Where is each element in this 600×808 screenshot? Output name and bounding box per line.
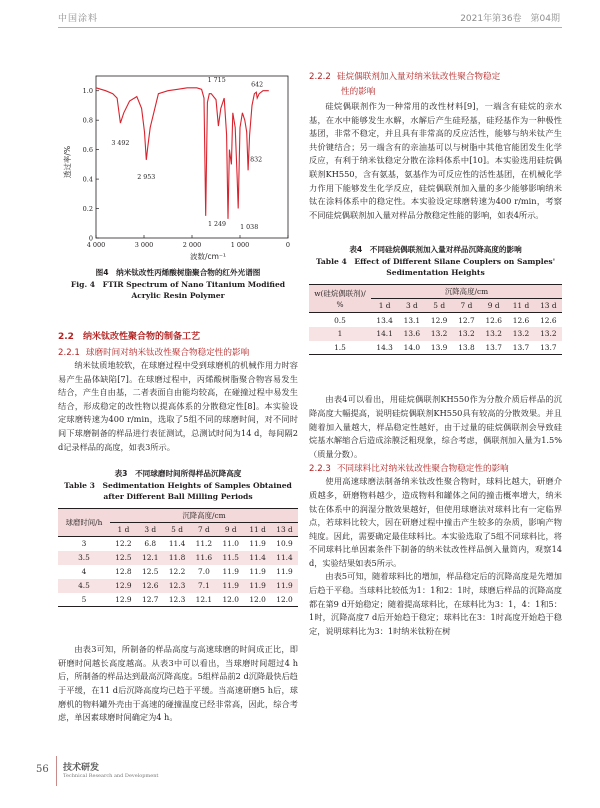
section-2-2-3-heading	[309, 462, 562, 474]
ftir-chart	[58, 62, 298, 262]
table-4-title-en-1: Table 4 Effect of Different Silane Couplers on Samples'	[315, 257, 556, 267]
issue-info: 2021年第36卷 第04期	[460, 14, 560, 24]
table-cell: 12.7	[458, 315, 475, 325]
section-2-2-1-number: 2.2.1	[58, 348, 80, 358]
x-tick-label: 2 000	[182, 241, 202, 249]
table-cell: 11.9	[249, 581, 266, 591]
x-tick-label: 3 000	[134, 241, 154, 249]
table-cell: 12.6	[540, 315, 557, 325]
x-axis-label: 波数/cm⁻¹	[190, 252, 226, 261]
table-4-row-header-1: w(硅烷偶联剂)/	[314, 288, 366, 298]
table-3-title-cn: 表3 不同球磨时间所得样品沉降高度	[114, 469, 242, 479]
table-4-col-header: 13 d	[535, 299, 562, 313]
table-cell: 13.7	[480, 341, 507, 355]
table-cell: 11.2	[195, 539, 213, 549]
table-row	[58, 579, 298, 593]
table-cell: 11.4	[249, 553, 266, 563]
section-2-2-1-paragraph: 纳米钛质地较软，在球磨过程中受到球磨机的机械作用力时容易产生晶体缺陷[7]。在球磨过程中，丙烯酸树脂聚合物容易发生结合，产生自由基，二者表面自由能均较高，在碰撞过程中易发生结合，形成稳定的改性物以提高体系的分散稳定性[8]。本实验设定球磨转速为400 r/min，选取了5组不同的球磨时间，对不同时间下球磨制备的样品进行表征测试，总测试时间为14 d，每间隔2 d记录样品的高度，如表3所示。	[58, 360, 298, 452]
section-2-2-heading: 2.2 纳米钛改性聚合物的制备工艺	[58, 332, 200, 342]
x-tick-label: 4 000	[86, 241, 106, 249]
table-cell: 11.9	[222, 581, 239, 591]
peak-label: 1 038	[240, 224, 259, 232]
table-cell: 11.9	[222, 567, 239, 577]
section-2-2-1-title: 球磨时间对纳米钛改性聚合物稳定性的影响	[85, 348, 250, 358]
table-3-col-header: 13 d	[271, 523, 298, 537]
table-cell: 12.9	[430, 315, 448, 325]
page-footer	[36, 752, 236, 792]
table-3-col-header: 7 d	[190, 523, 217, 537]
table-cell: 7.1	[198, 581, 210, 591]
table-4-col-header: 3 d	[398, 299, 425, 313]
y-tick-label: 0.2	[82, 205, 93, 214]
table-cell: 12.7	[137, 593, 164, 607]
table-cell: 13.7	[507, 341, 534, 355]
section-2-2-3-paragraph-1: 使用高速球磨法制备纳米钛改性聚合物时，球料比越大，研磨介质越多，研磨物料越少，造成物料和罐体之间的撞击概率增大，纳米钛在体系中的润湿分散效果越好，但使用球磨法对球料比有一定临界点，若球料比较大，因在研磨过程中撞击产生较多的杂质，影响产物纯度。因此，需要确定最佳球料比。本实验选取了5组不同球料比，将不同球料比单因素条件下制备的纳米钛改性样品倒入量筒内，观察14 d，实验结果如表5所示。	[309, 476, 562, 568]
table-row-label: 4.5	[78, 581, 90, 591]
table-cell: 13.8	[453, 341, 480, 355]
table-cell: 12.0	[244, 593, 271, 607]
table-row	[309, 313, 562, 327]
y-tick-label: 0.8	[82, 116, 93, 125]
table-cell: 11.6	[195, 553, 213, 563]
table-cell: 12.0	[271, 593, 298, 607]
table-cell: 11.9	[249, 567, 266, 577]
table-3-col-header: 9 d	[217, 523, 244, 537]
table-cell: 14.0	[398, 341, 425, 355]
left-column	[58, 62, 298, 725]
table-cell: 12.5	[115, 553, 132, 563]
peak-label: 642	[251, 81, 264, 89]
table-3-title-en-1: Table 3 Sedimentation Heights of Samples Obtained	[64, 481, 292, 491]
section-2-2-2-number: 2.2.2	[309, 72, 331, 82]
table-cell: 12.6	[142, 581, 159, 591]
table-3-col-header: 5 d	[164, 523, 191, 537]
y-tick-label: 0	[88, 234, 93, 243]
table-cell: 11.8	[168, 553, 186, 563]
table-cell: 13.9	[426, 341, 453, 355]
right-column	[309, 70, 562, 638]
table-cell: 12.9	[110, 593, 137, 607]
table-4-discussion: 由表4可以看出，用硅烷偶联剂KH550作为分散介质后样品的沉降高度大幅提高，说明硅烷偶联剂KH550具有较高的分散效果。并且随着加入量越大，样品稳定性越好，由于过量的硅烷偶联剂会导致硅烷基水解缩合后造成涂膜泛粗现象，综合考虑，偶联剂加入量为1.5%（质量分数）。	[309, 394, 562, 459]
table-3-discussion: 由表3可知，所制备的样品高度与高速球磨的时间成正比，即研磨时间越长高度越高。从表3中可以看出，当球磨时间超过4 h后，所制备的样品达到最高沉降高度。5组样品前2 d沉降最快后趋于平缓，在11 d后沉降高度均已趋于平缓。当高速研磨5 h后，球磨机的物料罐外壳由于高速的碰撞温度已经非常高，因此，综合考虑，单因素球磨时间确定为4 h。	[58, 644, 298, 723]
section-2-2-3-paragraph-2: 由表5可知，随着球料比的增加，样品稳定后的沉降高度是先增加后趋于平稳。当球料比较低为1：1和2：1时，球磨后样品的沉降高度都在第9 d开始稳定；随着提高球料比，在球料比为3：1，4：1和5：1时，沉降高度7 d后开始趋于稳定；球料比在3：1时高度开始趋于稳定，说明球料比为3：1时纳米钛粉在树	[309, 571, 562, 636]
section-2-2-2-paragraph: 硅烷偶联剂作为一种常用的改性材料[9]，一端含有硅烷的亲水基，在水中能够发生水解，水解后产生硅羟基，硅羟基作为一种极性基团，非常不稳定，并且具有非常高的反应活性，能够与纳米钛产生共价键结合；另一端含有的亲油基可以与树脂中其他官能团发生化学反应，有利于纳米钛稳定分散在涂料体系中[10]。本实验选用硅烷偶联剂KH550，含有氨基，氨基作为可反应性的活性基团，在机械化学力作用下能够发生化学反应，硅烷偶联剂加入量的多少能够影响纳米钛在涂料体系中的稳定性。本实验设定球磨转速为400 r/min，考察不同硅烷偶联剂加入量对样品分散稳定性能的影响，如表4所示。	[309, 101, 562, 220]
table-cell: 11.9	[249, 539, 266, 549]
table-4-row-header	[309, 285, 371, 313]
table-cell: 13.1	[403, 315, 421, 325]
table-cell: 10.9	[276, 539, 293, 549]
table-row	[58, 551, 298, 565]
page-number: 56	[36, 764, 49, 775]
table-cell: 11.9	[276, 581, 293, 591]
table-row	[58, 537, 298, 551]
table-3-group-header: 沉降高度/cm	[110, 509, 298, 523]
table-cell: 6.8	[144, 539, 157, 549]
section-2-2-2-title-1: 硅烷偶联剂加入量对纳米钛改性聚合物稳定	[336, 72, 501, 82]
table-3-col-header: 11 d	[244, 523, 271, 537]
table-cell: 11.5	[222, 553, 239, 563]
peak-label: 2 953	[137, 174, 156, 182]
table-cell: 13.2	[458, 329, 475, 339]
y-tick-label: 0.6	[82, 146, 93, 155]
table-3-col-header: 1 d	[110, 523, 137, 537]
ftir-spectrum-line	[96, 88, 269, 219]
table-row-label: 3	[81, 539, 87, 549]
table-cell: 12.5	[142, 567, 159, 577]
table-row	[309, 341, 562, 355]
table-cell: 14.1	[376, 329, 393, 339]
footer-column-title-en: Technical Research and Development	[63, 773, 159, 779]
table-cell: 13.2	[485, 329, 502, 339]
x-tick-label: 0	[285, 241, 291, 249]
table-row-label: 1	[337, 329, 343, 339]
table-cell: 11.4	[168, 539, 186, 549]
table-cell: 12.8	[115, 567, 132, 577]
table-cell: 7.0	[198, 567, 210, 577]
peak-label: 1 249	[208, 221, 227, 229]
table-cell: 13.2	[540, 329, 557, 339]
table-cell: 12.3	[164, 593, 191, 607]
table-3-col-header: 3 d	[137, 523, 164, 537]
table-4	[309, 284, 562, 355]
table-row-label: 3.5	[78, 553, 90, 563]
header-divider	[58, 27, 562, 28]
figure-4	[58, 62, 298, 262]
peak-label: 1 715	[207, 76, 226, 84]
table-row	[309, 327, 562, 341]
table-4-col-header: 11 d	[507, 299, 534, 313]
figure-4-caption-cn: 图4 纳米钛改性丙烯酸树脂聚合物的红外光谱图	[95, 268, 261, 277]
table-cell: 12.1	[190, 593, 217, 607]
y-axis-label: 透过率/%	[63, 145, 72, 179]
table-cell: 12.9	[115, 581, 132, 591]
table-4-title-cn: 表4 不同硅烷偶联剂加入量对样品沉降高度的影响	[349, 245, 522, 255]
table-cell: 13.2	[512, 329, 530, 339]
table-4-group-header: 沉降高度/cm	[371, 285, 562, 299]
table-4-col-header: 7 d	[453, 299, 480, 313]
table-3-title-en-2: after Different Ball Milling Periods	[103, 491, 253, 501]
footer-divider	[56, 756, 57, 786]
table-cell: 12.6	[485, 315, 502, 325]
table-4-col-header: 1 d	[371, 299, 398, 313]
footer-column-title: 技术研发	[63, 763, 100, 773]
table-4-title-en-2: Sedimentation Heights	[386, 267, 485, 277]
table-cell: 13.6	[403, 329, 421, 339]
table-row-label: 4	[81, 567, 87, 577]
figure-4-caption-en-2: Acrylic Resin Polymer	[131, 290, 225, 300]
table-cell: 11.9	[276, 567, 293, 577]
section-2-2-1-heading	[58, 346, 298, 358]
table-row	[58, 593, 298, 607]
section-2-2-3-title: 不同球料比对纳米钛改性聚合物稳定性的影响	[336, 464, 509, 475]
table-cell: 12.2	[168, 567, 186, 577]
table-3	[58, 508, 298, 607]
table-row-label: 0.5	[334, 315, 346, 325]
table-4-row-header-2: %	[336, 299, 344, 309]
figure-4-caption-en-1: Fig. 4 FTIR Spectrum of Nano Titanium Modified	[70, 280, 286, 289]
table-cell: 11.0	[222, 539, 239, 549]
y-tick-label: 0.4	[82, 175, 93, 184]
table-4-col-header: 9 d	[480, 299, 507, 313]
journal-name: 中国涂料	[58, 14, 99, 24]
table-row	[58, 565, 298, 579]
table-3-row-header: 球磨时间/h	[58, 509, 110, 537]
peak-label: 832	[250, 156, 263, 164]
table-cell: 12.3	[168, 581, 186, 591]
table-cell: 11.4	[276, 553, 293, 563]
section-2-2-3-number: 2.2.3	[309, 464, 331, 475]
table-row-label: 5	[58, 593, 110, 607]
table-cell: 12.1	[142, 553, 159, 563]
y-tick-label: 1.0	[82, 87, 93, 96]
table-4-col-header: 5 d	[426, 299, 453, 313]
section-2-2-2-title-2: 性的影响	[341, 87, 376, 97]
table-cell: 12.0	[217, 593, 244, 607]
table-cell: 13.4	[376, 315, 393, 325]
x-tick-label: 1 000	[230, 241, 250, 249]
table-cell: 12.6	[512, 315, 530, 325]
table-row-label: 1.5	[309, 341, 371, 355]
peak-label: 3 492	[111, 140, 130, 148]
table-cell: 13.7	[535, 341, 562, 355]
table-cell: 13.2	[430, 329, 448, 339]
section-2-2-2-heading	[309, 70, 562, 82]
table-cell: 12.2	[115, 539, 132, 549]
table-cell: 14.3	[371, 341, 398, 355]
